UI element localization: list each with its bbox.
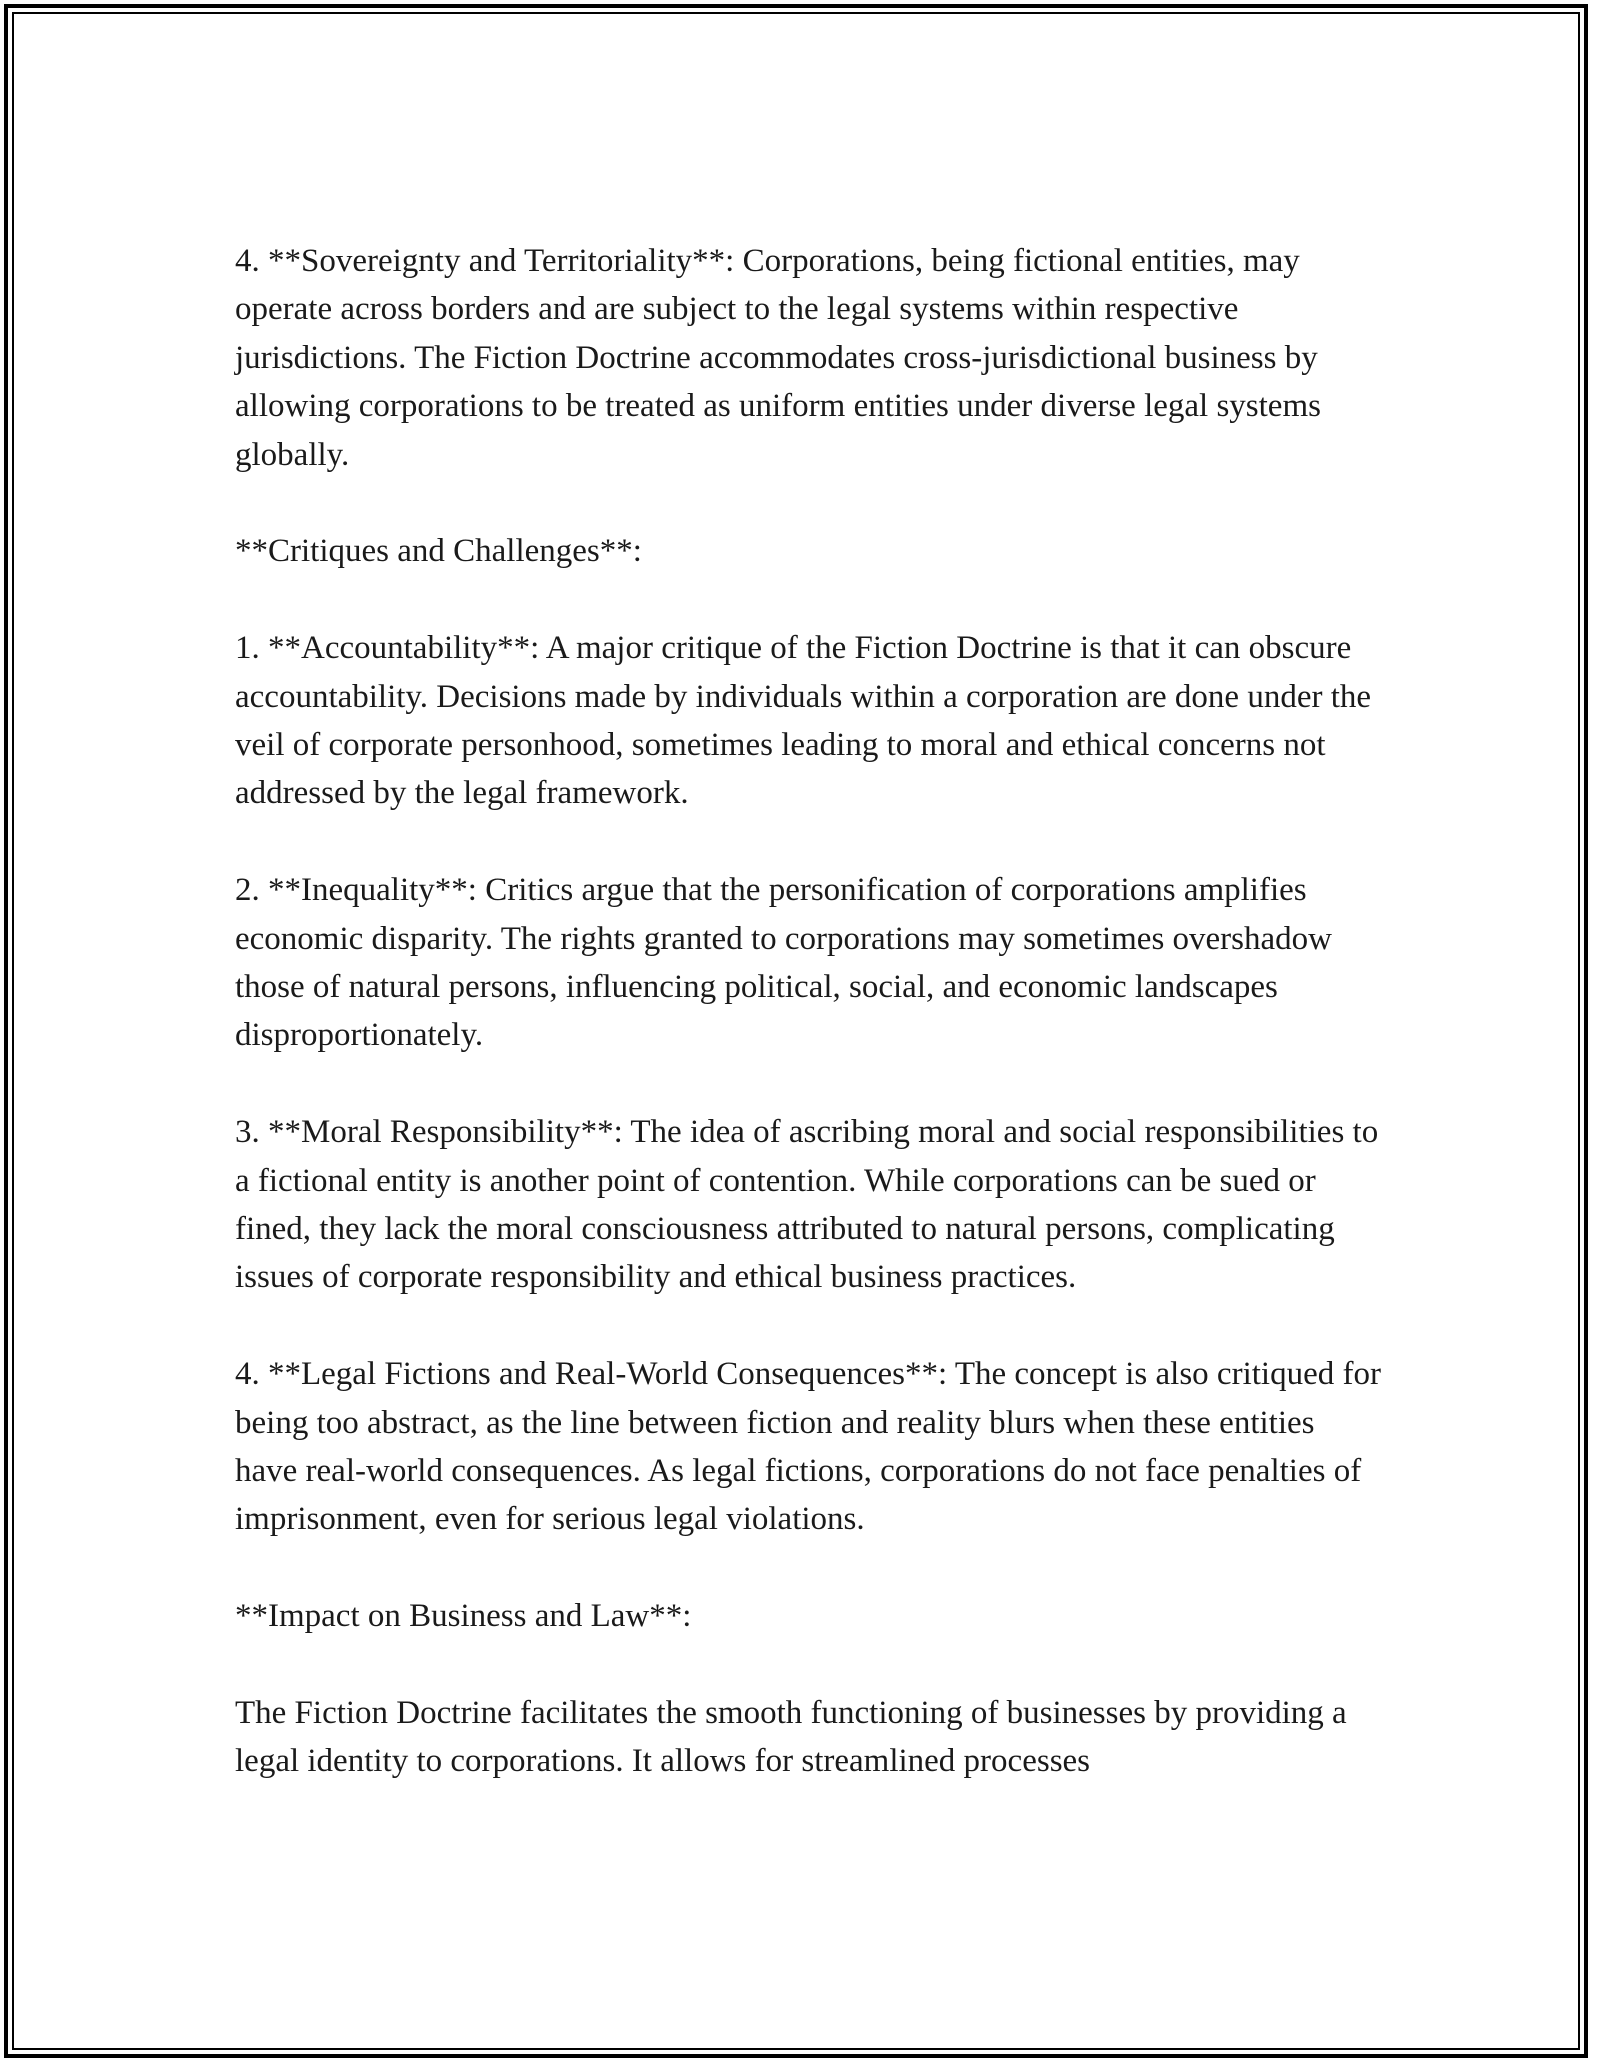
paragraph-sovereignty: 4. **Sovereignty and Territoriality**: Corporations, being fictional entities, may operate across borders and are subject to the legal systems within respective jurisdictions. The Fiction Doctrine accommodates cross-jurisdictional business by allowing corporations to be treated as uniform entities under diverse legal systems globally. (235, 243, 1321, 473)
document-body (235, 237, 1385, 1834)
heading-impact: **Impact on Business and Law**: (235, 1598, 692, 1635)
paragraph-accountability: 1. **Accountability**: A major critique of the Fiction Doctrine is that it can obscure accountability. Decisions made by individuals within a corporation are done under the veil of corporate personhood, sometimes leading to moral and ethical concerns not addressed by the legal framework. (235, 630, 1372, 812)
paragraph-legal-fictions: 4. **Legal Fictions and Real-World Consequences**: The concept is also critiqued for being too abstract, as the line between fiction and reality blurs when these entities have real-world consequences. As legal fictions, corporations do not face penalties of imprisonment, even for serious legal violations. (235, 1356, 1381, 1538)
paragraph-moral-responsibility: 3. **Moral Responsibility**: The idea of ascribing moral and social responsibilities to a fictional entity is another point of contention. While corporations can be sued or fined, they lack the moral consciousness attributed to natural persons, complicating issues of corporate responsibility and ethical business practices. (235, 1114, 1379, 1296)
heading-critiques: **Critiques and Challenges**: (235, 533, 642, 570)
paragraph-fiction-doctrine: The Fiction Doctrine facilitates the smooth functioning of businesses by providing a legal identity to corporations. It allows for streamlined processes (235, 1695, 1347, 1780)
paragraph-inequality: 2. **Inequality**: Critics argue that the personification of corporations amplifies economic disparity. The rights granted to corporations may sometimes overshadow those of natural persons, influencing political, social, and economic landscapes disproportionately. (235, 872, 1332, 1054)
